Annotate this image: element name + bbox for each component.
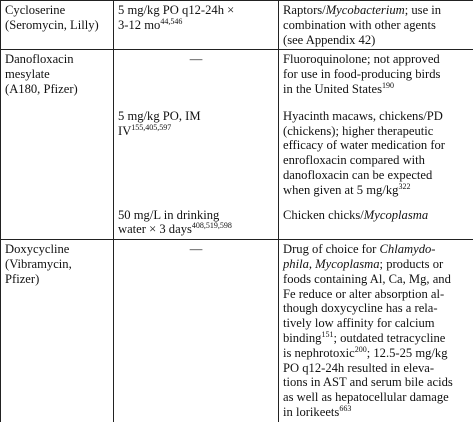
dosage-cell [114, 240, 279, 422]
dosage-cell [114, 200, 279, 240]
notes-line: tively low affinity for calcium [283, 316, 435, 331]
notes-line: Hyacinth macaws, chickens/PD [283, 108, 443, 123]
notes-cell [279, 240, 473, 422]
notes-line: in the United States$^{190}$ [283, 80, 394, 96]
table-row [1, 99, 473, 200]
notes-cell [279, 200, 473, 240]
no-dosage-dash: — [189, 52, 203, 67]
notes-line: though doxycycline has a rela- [283, 301, 438, 316]
reference-superscript: 408,519,598 [191, 221, 232, 231]
reference-superscript: 44,546 [160, 16, 183, 26]
notes-line: danofloxacin can be expected [283, 167, 433, 182]
notes-line: binding$^{151}$; outdated tetracycline [283, 329, 446, 345]
drug-brand: (Seromycin, Lilly) [5, 17, 99, 32]
drug-name-cell [1, 200, 114, 240]
drug-brand: (Vibramycin, [5, 256, 72, 271]
reference-superscript: 322 [398, 181, 411, 191]
reference-superscript: 190 [382, 80, 394, 90]
drug-name: Cycloserine [5, 3, 66, 17]
notes-line: Fe reduce or alter absorption al- [283, 286, 445, 301]
dosage-line: 5 mg/kg PO, IM [118, 108, 201, 123]
notes-line: Drug of choice for Chlamydo- [283, 242, 436, 257]
drug-name-cont: mesylate [5, 67, 50, 82]
notes-line: (see Appendix 42) [283, 32, 376, 47]
reference-superscript: 200 [354, 344, 367, 354]
notes-line: tions in AST and serum bile acids [283, 375, 453, 390]
notes-line: when given at 5 $mg/kg^{322}$ [283, 181, 411, 197]
reference-superscript: 155,405,597 [131, 122, 172, 132]
notes-line: combination with other agents [283, 17, 436, 32]
notes-line: enrofloxacin compared with [283, 153, 425, 168]
dosage-line: 5 mg/kg PO q12-24h × [118, 3, 235, 17]
notes-line: foods containing Al, Ca, Mg, and [283, 271, 451, 286]
notes-line: Fluoroquinolone; not approved [283, 52, 440, 67]
table-row [1, 50, 473, 99]
drug-name-cell [1, 1, 114, 50]
notes-line: in lorikeets$^{663}$ [283, 403, 352, 419]
dosage-cell [114, 1, 279, 50]
drug-name-cell [1, 50, 114, 99]
drug-brand: (A180, Pfizer) [5, 81, 78, 96]
drug-name-cell [1, 99, 114, 200]
notes-cell [279, 99, 473, 200]
drug-name: Doxycycline [5, 242, 70, 257]
notes-line: phila, Mycoplasma; products or [283, 256, 444, 271]
dosage-line: 3-12 mo$^{44,546}$ [118, 16, 183, 32]
table-row [1, 1, 473, 50]
dosage-cell [114, 50, 279, 99]
dosage-line: IV$^{155,405,597}$ [118, 122, 172, 138]
reference-superscript: 151 [321, 329, 334, 339]
notes-line: Chicken chicks/Mycoplasma [283, 207, 429, 222]
notes-cell [279, 1, 473, 50]
reference-superscript: 663 [339, 403, 352, 413]
notes-cell [279, 50, 473, 99]
dosage-line: water × 3 days$^{408,519,598}$ [118, 221, 232, 237]
dosage-cell [114, 99, 279, 200]
notes-line: (chickens); higher therapeutic [283, 123, 434, 138]
notes-line: efficacy of water medication for [283, 138, 446, 153]
no-dosage-dash: — [189, 242, 203, 257]
dosage-line: 50 mg/L in drinking [118, 207, 220, 222]
drug-brand-cont: Pfizer) [5, 271, 40, 286]
table-row [1, 240, 473, 422]
notes-line: Raptors/Mycobacterium; use in [283, 3, 442, 17]
notes-line: as well as hepatocellular damage [283, 390, 449, 405]
table-row [1, 200, 473, 240]
drug-name: Danofloxacin [5, 52, 74, 67]
drug-name-cell [1, 240, 114, 422]
notes-line: for use in food-producing birds [283, 67, 441, 82]
notes-line: PO q12-24h resulted in eleva- [283, 360, 435, 375]
notes-line: is nephrotoxic$^{200}$; 12.5-25 mg/kg [283, 344, 448, 360]
